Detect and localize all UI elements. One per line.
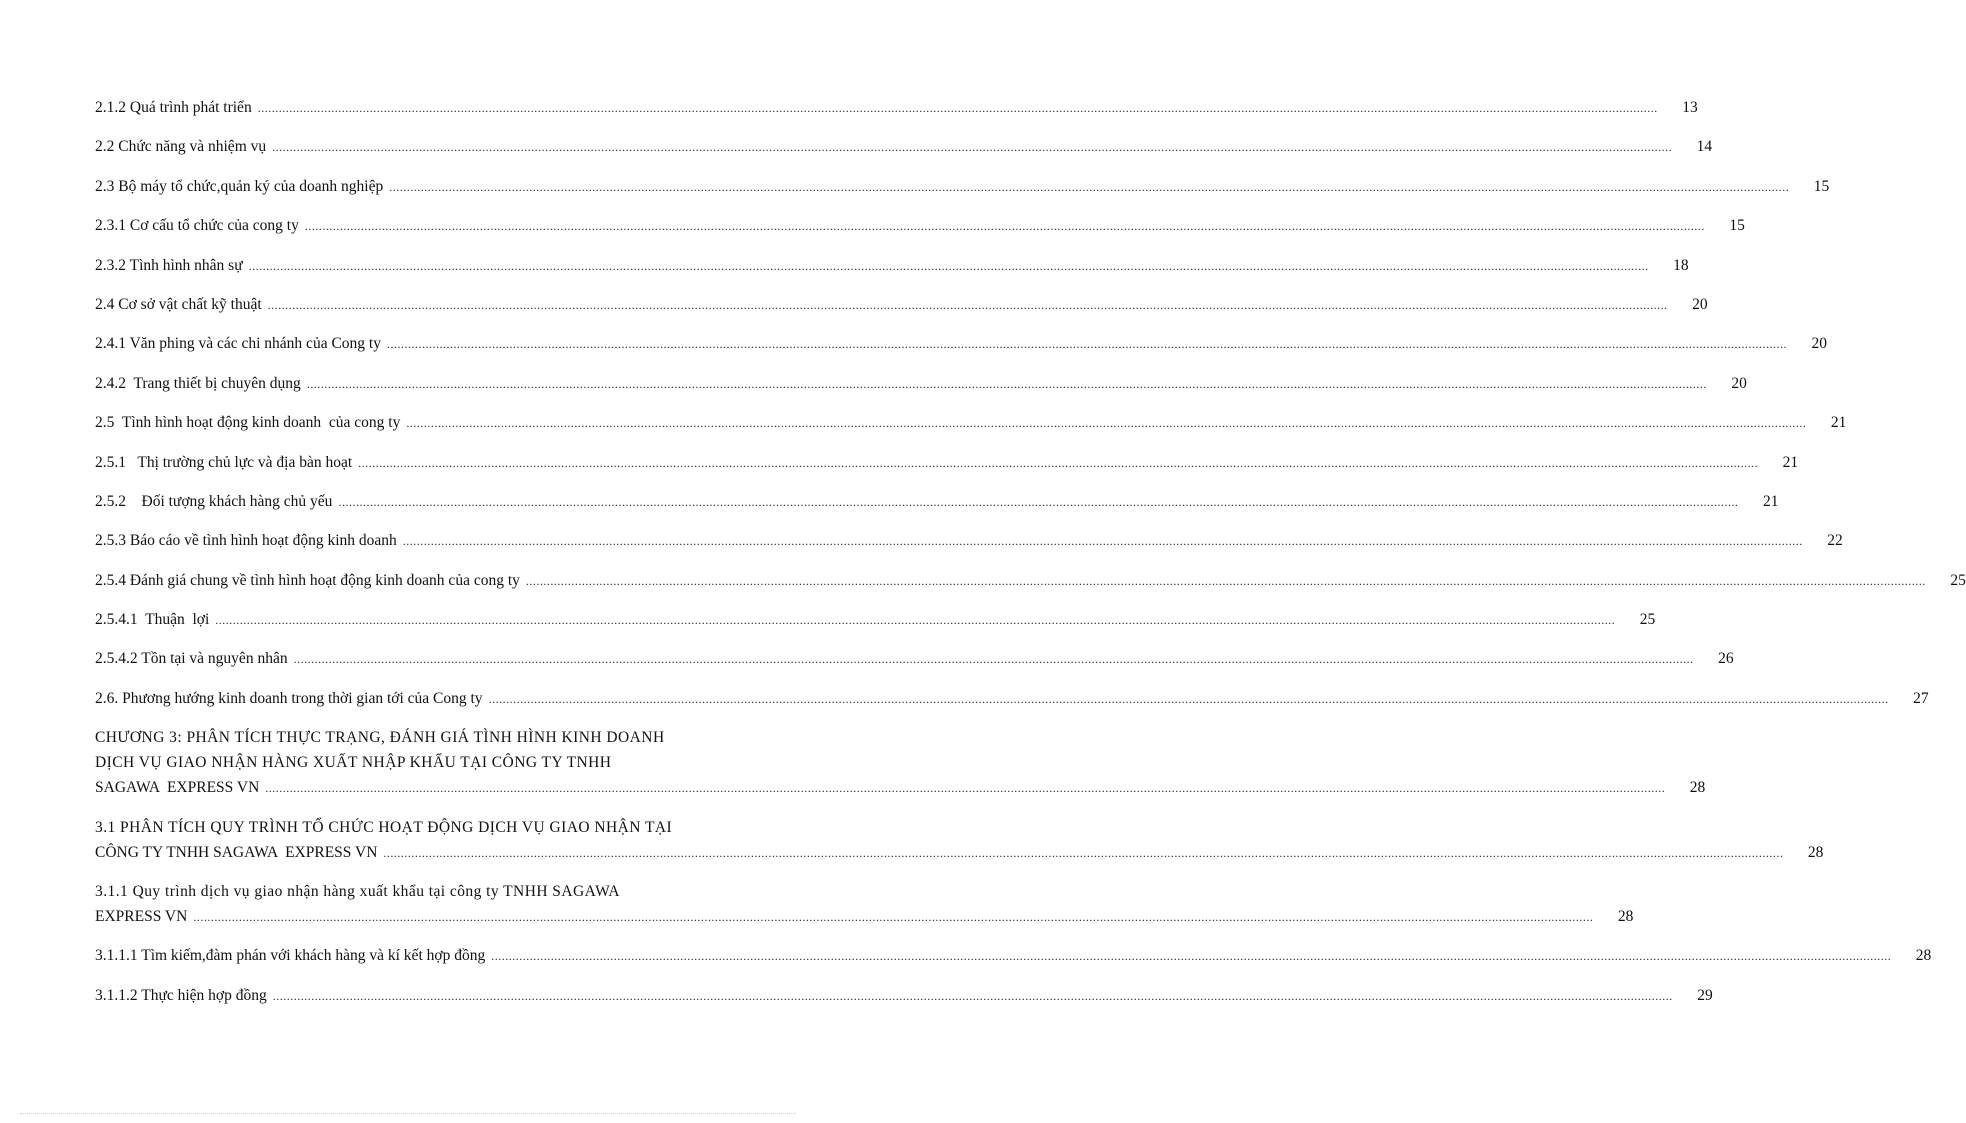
toc-entry-title-line: 2.4 Cơ sở vật chất kỹ thuật [95, 295, 262, 313]
toc-entry-title-line: 2.4.2 Trang thiết bị chuyên dụng [95, 374, 301, 392]
toc-page-number: 18 [1673, 256, 1689, 274]
toc-entry-title-line: 2.6. Phương hướng kinh doanh trong thời gian tới của Cong ty [95, 689, 483, 707]
toc-entry-last-line [95, 943, 1932, 969]
toc-entry[interactable] [95, 450, 1799, 476]
toc-entry-title-line: 2.4.1 Văn phing và các chi nhánh của Cong ty [95, 335, 381, 353]
dot-leader: ................................................................................................................................................................................................................................................................................................................................................................................................................ [304, 219, 1705, 234]
toc-entry-last-line [95, 174, 1830, 200]
toc-page-number: 14 [1696, 138, 1713, 156]
toc-entry-title-line: CÔNG TY TNHH SAGAWA EXPRESS VN [95, 843, 378, 861]
toc-entry[interactable] [95, 174, 1830, 200]
dot-leader: ................................................................................................................................................................................................................................................................................................................................................................................................................ [525, 573, 1926, 588]
toc-entry[interactable] [95, 815, 1824, 866]
toc-page-number: 20 [1692, 295, 1708, 313]
toc-entry-title-line: 2.5.1 Thị trường chủ lực và địa bàn hoạt [95, 453, 353, 471]
toc-entry-last-line [95, 607, 1656, 633]
dot-leader: ................................................................................................................................................................................................................................................................................................................................................................................................................ [402, 534, 1803, 549]
toc-entry-last-line [95, 410, 1847, 436]
toc-entry[interactable] [95, 292, 1708, 318]
toc-page-number: 27 [1913, 689, 1929, 707]
toc-entry-title-line: DỊCH VỤ GIAO NHẬN HÀNG XUẤT NHẬP KHẨU TẠI CÔNG TY TNHH [95, 754, 612, 772]
toc-entry-last-line [95, 646, 1734, 672]
toc-entry[interactable] [95, 410, 1847, 436]
toc-entry-title-line: 2.3.1 Cơ cấu tổ chức của cong ty [95, 217, 299, 235]
toc-page-number: 21 [1762, 492, 1779, 510]
toc-entry[interactable] [95, 371, 1747, 397]
toc-entry[interactable] [95, 646, 1734, 672]
toc-entry-title-line: CHƯƠNG 3: PHÂN TÍCH THỰC TRẠNG, ĐÁNH GIÁ TÌNH HÌNH KINH DOANH [95, 729, 665, 747]
toc-entry-title-line: EXPRESS VN [95, 908, 188, 926]
toc-entry-last-line [95, 450, 1799, 476]
toc-entry-last-line [95, 775, 1706, 801]
toc-entry-last-line [95, 134, 1713, 160]
dot-leader: ................................................................................................................................................................................................................................................................................................................................................................................................................ [491, 949, 1892, 964]
toc-entry-last-line [95, 253, 1689, 279]
dot-leader: ................................................................................................................................................................................................................................................................................................................................................................................................................ [248, 258, 1649, 273]
toc-entry-last-line [95, 568, 1966, 594]
dot-leader: ................................................................................................................................................................................................................................................................................................................................................................................................................ [488, 691, 1889, 706]
toc-entry-title-line: 2.2 Chức năng và nhiệm vụ [95, 138, 267, 156]
toc-entry[interactable] [95, 331, 1827, 357]
toc-entry[interactable] [95, 489, 1779, 515]
toc-entry-last-line [95, 213, 1745, 239]
toc-entry-title-line: 2.5 Tình hình hoạt động kinh doanh của cong ty [95, 414, 401, 432]
toc-entry[interactable] [95, 686, 1929, 712]
dot-leader: ................................................................................................................................................................................................................................................................................................................................................................................................................ [389, 179, 1790, 194]
toc-entry[interactable] [95, 879, 1634, 930]
toc-page-number: 20 [1811, 335, 1827, 353]
toc-entry[interactable] [95, 134, 1713, 160]
toc-page-number: 15 [1813, 177, 1830, 195]
toc-entry-last-line [95, 331, 1827, 357]
toc-page-number: 22 [1827, 532, 1843, 550]
toc-entry-title-line: 3.1.1.1 Tìm kiếm,đàm phán với khách hàng và kí kết hợp đồng [95, 947, 486, 965]
dot-leader: ................................................................................................................................................................................................................................................................................................................................................................................................................ [272, 140, 1673, 155]
toc-entry-title-line: 2.3.2 Tình hình nhân sự [95, 256, 243, 274]
toc-page-number: 28 [1915, 947, 1932, 965]
table-of-contents [95, 95, 1966, 1022]
toc-entry-title-line: 2.5.4.1 Thuận lợi [95, 611, 210, 629]
dot-leader: ................................................................................................................................................................................................................................................................................................................................................................................................................ [358, 455, 1759, 470]
toc-entry-title-line: 3.1 PHÂN TÍCH QUY TRÌNH TỔ CHỨC HOẠT ĐỘNG DỊCH VỤ GIAO NHẬN TẠI [95, 818, 673, 836]
dot-leader: ................................................................................................................................................................................................................................................................................................................................................................................................................ [267, 297, 1668, 312]
toc-page-number: 25 [1639, 611, 1656, 629]
toc-entry[interactable] [95, 568, 1966, 594]
toc-entry[interactable] [95, 213, 1745, 239]
toc-entry-title-line: 2.5.4 Đánh giá chung về tình hình hoạt động kinh doanh của cong ty [95, 571, 520, 589]
toc-entry[interactable] [95, 607, 1656, 633]
toc-entry-last-line [95, 686, 1929, 712]
toc-page-number: 28 [1689, 779, 1706, 797]
toc-entry-last-line [95, 904, 1634, 930]
page-bottom-divider [20, 1113, 796, 1114]
toc-entry[interactable] [95, 725, 1706, 801]
toc-entry-title-line: 3.1.1 Quy trình dịch vụ giao nhận hàng xuất khẩu tại công ty TNHH SAGAWA [95, 883, 621, 901]
toc-page-number: 28 [1807, 843, 1824, 861]
toc-page-number: 26 [1718, 650, 1734, 668]
toc-page-number: 29 [1697, 986, 1713, 1004]
toc-entry-last-line [95, 489, 1779, 515]
dot-leader: ................................................................................................................................................................................................................................................................................................................................................................................................................ [338, 494, 1739, 509]
toc-entry[interactable] [95, 983, 1713, 1009]
toc-entry-last-line [95, 371, 1747, 397]
toc-entry-last-line [95, 95, 1698, 121]
toc-page-number: 13 [1682, 99, 1698, 116]
dot-leader: ................................................................................................................................................................................................................................................................................................................................................................................................................ [215, 613, 1616, 628]
dot-leader: ................................................................................................................................................................................................................................................................................................................................................................................................................ [265, 781, 1666, 796]
toc-entry-title-line: 2.5.4.2 Tồn tại và nguyên nhân [95, 650, 288, 668]
toc-entry-last-line [95, 528, 1843, 554]
toc-page-number: 15 [1729, 217, 1745, 235]
toc-page-number: 21 [1830, 414, 1847, 432]
dot-leader: ................................................................................................................................................................................................................................................................................................................................................................................................................ [293, 652, 1694, 667]
toc-entry-title-line: 2.5.2 Đối tượng khách hàng chủ yếu [95, 492, 333, 510]
toc-page-number: 28 [1617, 908, 1634, 926]
toc-page-number: 20 [1731, 374, 1747, 392]
toc-entry-last-line [95, 983, 1713, 1009]
dot-leader: ................................................................................................................................................................................................................................................................................................................................................................................................................ [383, 845, 1784, 860]
dot-leader: ................................................................................................................................................................................................................................................................................................................................................................................................................ [272, 988, 1673, 1003]
dot-leader: ................................................................................................................................................................................................................................................................................................................................................................................................................ [386, 337, 1787, 352]
toc-entry[interactable] [95, 95, 1698, 121]
toc-page-number: 21 [1782, 453, 1799, 471]
toc-entry-title-line: 2.1.2 Quá trình phát triển [95, 99, 252, 116]
toc-entry-title-line: 2.3 Bộ máy tổ chức,quản ký của doanh nghiệp [95, 177, 384, 195]
toc-page-number: 25 [1950, 571, 1966, 589]
dot-leader: ................................................................................................................................................................................................................................................................................................................................................................................................................ [306, 376, 1707, 391]
toc-entry-title-line: 2.5.3 Báo cáo về tình hình hoạt động kinh doanh [95, 532, 397, 550]
toc-entry-title-line: 3.1.1.2 Thực hiện hợp đồng [95, 986, 267, 1004]
toc-entry[interactable] [95, 253, 1689, 279]
toc-entry[interactable] [95, 943, 1932, 969]
toc-entry-last-line [95, 840, 1824, 866]
dot-leader: ................................................................................................................................................................................................................................................................................................................................................................................................................ [193, 910, 1594, 925]
dot-leader: ................................................................................................................................................................................................................................................................................................................................................................................................................ [257, 101, 1658, 115]
dot-leader: ................................................................................................................................................................................................................................................................................................................................................................................................................ [406, 416, 1807, 431]
toc-entry[interactable] [95, 528, 1843, 554]
toc-entry-title-line: SAGAWA EXPRESS VN [95, 779, 260, 797]
toc-entry-last-line [95, 292, 1708, 318]
